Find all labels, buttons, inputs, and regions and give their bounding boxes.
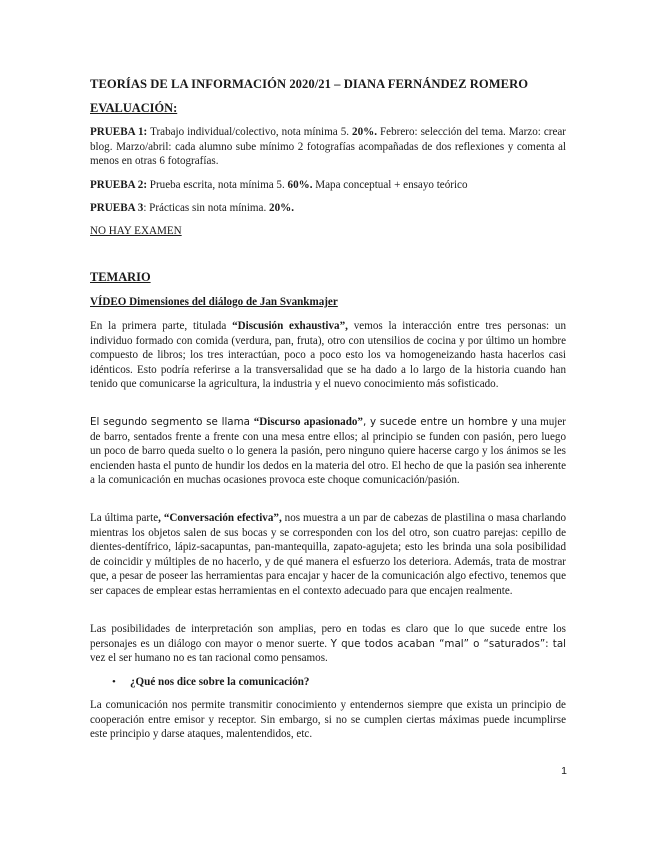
p2-body: una mujer de barro, sentados frente a frente con una mesa entre ellos; al principio se funden con pasión, pero luego un poco de barro queda suelto o lo genera la pasión, pero ninguno quiere hacerse cargo y los ánimos se les encienden hasta el punto de hundir los dedos en la materia del otro. El hecho de que la pasión sea inherente a la comunicación en muchas ocasiones provoca este choque comunicación/pasión. <box>90 416 566 487</box>
paragraph-discusion <box>90 319 566 392</box>
prueba-1-schedule: Febrero: selección del tema. Marzo: crear blog. Marzo/abril: cada alumno sube mínimo 2 fotografías acompañadas de dos reflexiones y comenta al menos en otras 6 fotografías. <box>90 126 566 168</box>
video-heading: VÍDEO Dimensiones del diálogo de Jan Svankmajer <box>90 296 338 308</box>
paragraph-interpretacion <box>90 622 566 666</box>
prueba-1-percent: 20%. <box>352 126 377 138</box>
prueba-3-percent: 20%. <box>269 202 295 214</box>
prueba-2-percent: 60%. <box>287 179 313 191</box>
p4-handwritten: Y que todos acaban “mal” o “saturados”: tal <box>330 637 566 650</box>
paragraph-comunicacion: La comunicación nos permite transmitir conocimiento y entendernos siempre que exista un principio de cooperación entre emisor y receptor. Sin embargo, si no se cumplen ciertas máximas puede incumplirse este principio y darse ataques, malentendidos, etc. <box>90 699 566 741</box>
p4-end: vez el ser humano no es tan racional como pensamos. <box>90 652 328 665</box>
bullet-comunicacion: ¿Qué nos dice sobre la comunicación? <box>130 676 310 688</box>
prueba-3-paragraph <box>90 201 566 216</box>
evaluacion-heading: EVALUACIÓN: <box>90 101 178 115</box>
p2-title: “Discurso apasionado” <box>253 416 363 428</box>
prueba-2-label: PRUEBA 2: <box>90 179 148 191</box>
prueba-1-label: PRUEBA 1: <box>90 126 148 138</box>
prueba-2-text: Prueba escrita, nota mínima 5. <box>149 179 285 191</box>
prueba-1-text: Trabajo individual/colectivo, nota mínima 5. <box>150 126 350 138</box>
p4-body: Las posibilidades de interpretación son amplias, pero en todas es claro que lo que sucede entre los personajes es un diálogo con mayor o menor suerte. <box>90 623 566 650</box>
document-title: TEORÍAS DE LA INFORMACIÓN 2020/21 – DIANA FERNÁNDEZ ROMERO <box>90 77 529 91</box>
p2-handwritten: , y sucede entre un hombre y <box>362 416 518 428</box>
temario-heading: TEMARIO <box>90 270 151 284</box>
p3-body: nos muestra a un par de cabezas de plastilina o masa charlando mientras los objetos salen de sus bocas y se corresponden con los del otro, son cuatro parejas: cepillo de dientes-dentífrico, lápiz-sacapuntas, pan-mantequilla, zapato-agujeta; esto les brinda una sola posibilidad de coincidir y múltiples de no hacerlo, y de qué manera el esfuerzo los deteriora. Además, trata de mostrar que, a pesar de poseer las herramientas para encajar y hacer de la comunicación algo efectivo, tenemos que ser capaces de emplear estas herramientas en el contexto adecuado para que encajen realmente. <box>90 512 567 597</box>
p1-title: “Discusión exhaustiva”, <box>232 320 348 332</box>
prueba-2-detail: Mapa conceptual + ensayo teórico <box>315 179 468 191</box>
paragraph-conversacion <box>90 511 566 599</box>
prueba-3-text: : Prácticas sin nota mínima. <box>143 202 267 214</box>
p1-intro: En la primera parte, titulada <box>90 320 233 332</box>
p2-intro: El segundo segmento se llama <box>90 416 254 428</box>
page-number: 1 <box>561 765 567 777</box>
prueba-3-label: PRUEBA 3 <box>90 202 144 214</box>
p1-body: vemos la interacción entre tres personas: un individuo formado con comida (verdura, pan, fruta), otro con utensilios de cocina y por último un hombre compuesto de libros; los tres interactúan, poco a poco esto los va homogeneizando hasta hacerlos casi idénticos. Esto podría referirse a la transversalidad que se ha dado a lo largo de la historia cuando han tenido que comunicarse la agricultura, la industria y el nuevo conocimiento más sofisticado. <box>90 320 566 391</box>
bullet-dot-icon: • <box>112 676 116 688</box>
no-examen-note: NO HAY EXAMEN <box>90 225 182 237</box>
p3-title: , “Conversación efectiva”, <box>158 512 282 524</box>
paragraph-discurso <box>90 415 566 488</box>
prueba-2-paragraph <box>90 178 566 193</box>
p3-intro: La última parte <box>90 512 159 524</box>
prueba-1-paragraph <box>90 125 566 169</box>
